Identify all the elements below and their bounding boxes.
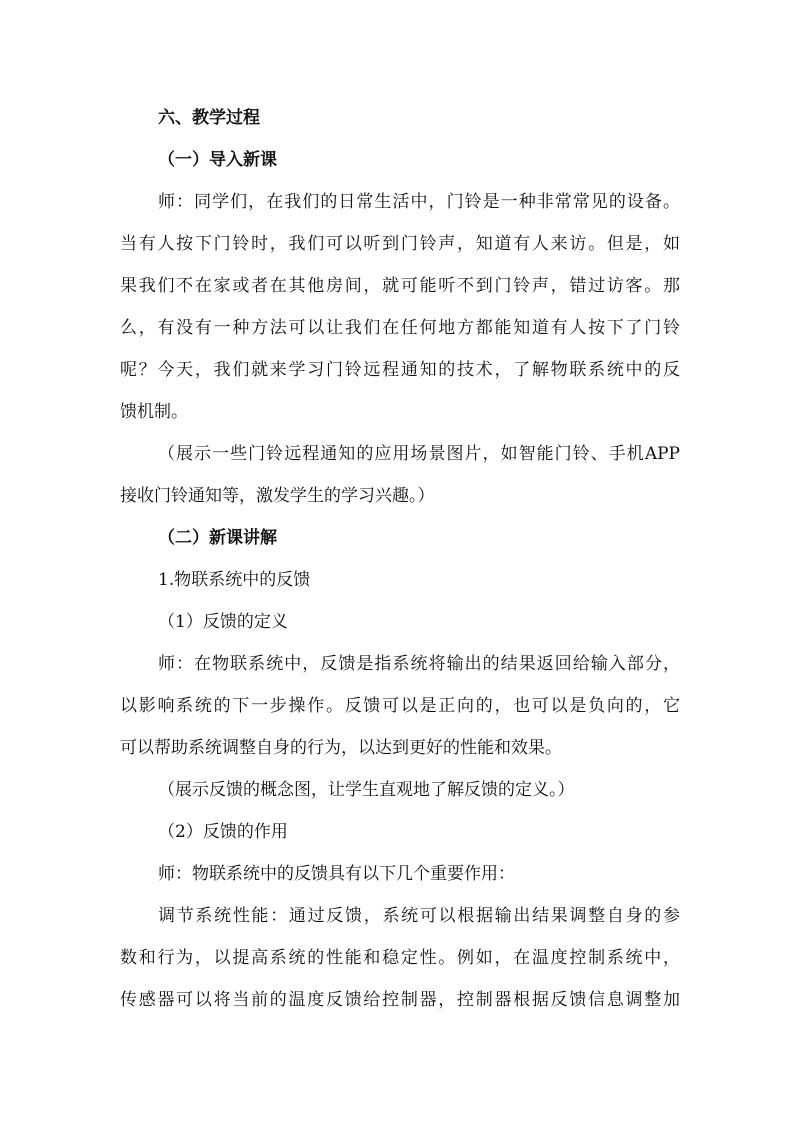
list-item-heading: 1.物联系统中的反馈 <box>158 570 311 590</box>
list-subitem-heading: （1）反馈的定义 <box>158 612 288 632</box>
paragraph-line: 师：在物联系统中，反馈是指系统将输出的结果返回给输入部分， <box>158 654 680 674</box>
paragraph-line: 果我们不在家或者在其他房间，就可能听不到门铃声，错过访客。那 <box>120 276 680 296</box>
paragraph-line: 师：物联系统中的反馈具有以下几个重要作用： <box>158 864 515 884</box>
paragraph-line: 数和行为，以提高系统的性能和稳定性。例如，在温度控制系统中， <box>120 948 680 968</box>
subsection-heading-lecture: （二）新课讲解 <box>158 528 277 548</box>
paragraph-line: 么，有没有一种方法可以让我们在任何地方都能知道有人按下了门铃 <box>120 318 680 338</box>
paragraph-line: 传感器可以将当前的温度反馈给控制器，控制器根据反馈信息调整加 <box>120 990 680 1010</box>
paragraph-line: 师：同学们，在我们的日常生活中，门铃是一种非常常见的设备。 <box>158 192 680 212</box>
section-heading: 六、教学过程 <box>158 108 260 128</box>
paragraph-line: （展示一些门铃远程通知的应用场景图片，如智能门铃、手机APP <box>158 444 680 464</box>
paragraph-line: 当有人按下门铃时，我们可以听到门铃声，知道有人来访。但是，如 <box>120 234 680 254</box>
paragraph-line: 接收门铃通知等，激发学生的学习兴趣。） <box>120 486 435 506</box>
paragraph-line: 馈机制。 <box>120 402 188 422</box>
paragraph-line: （展示反馈的概念图，让学生直观地了解反馈的定义。） <box>158 780 575 800</box>
paragraph-line: 可以帮助系统调整自身的行为，以达到更好的性能和效果。 <box>120 738 562 758</box>
paragraph-line: 调节系统性能：通过反馈，系统可以根据输出结果调整自身的参 <box>158 906 680 926</box>
subsection-heading-intro: （一）导入新课 <box>158 150 277 170</box>
paragraph-line: 呢？今天，我们就来学习门铃远程通知的技术，了解物联系统中的反 <box>120 360 680 380</box>
list-subitem-heading: （2）反馈的作用 <box>158 822 288 842</box>
paragraph-line: 以影响系统的下一步操作。反馈可以是正向的，也可以是负向的，它 <box>120 696 680 716</box>
